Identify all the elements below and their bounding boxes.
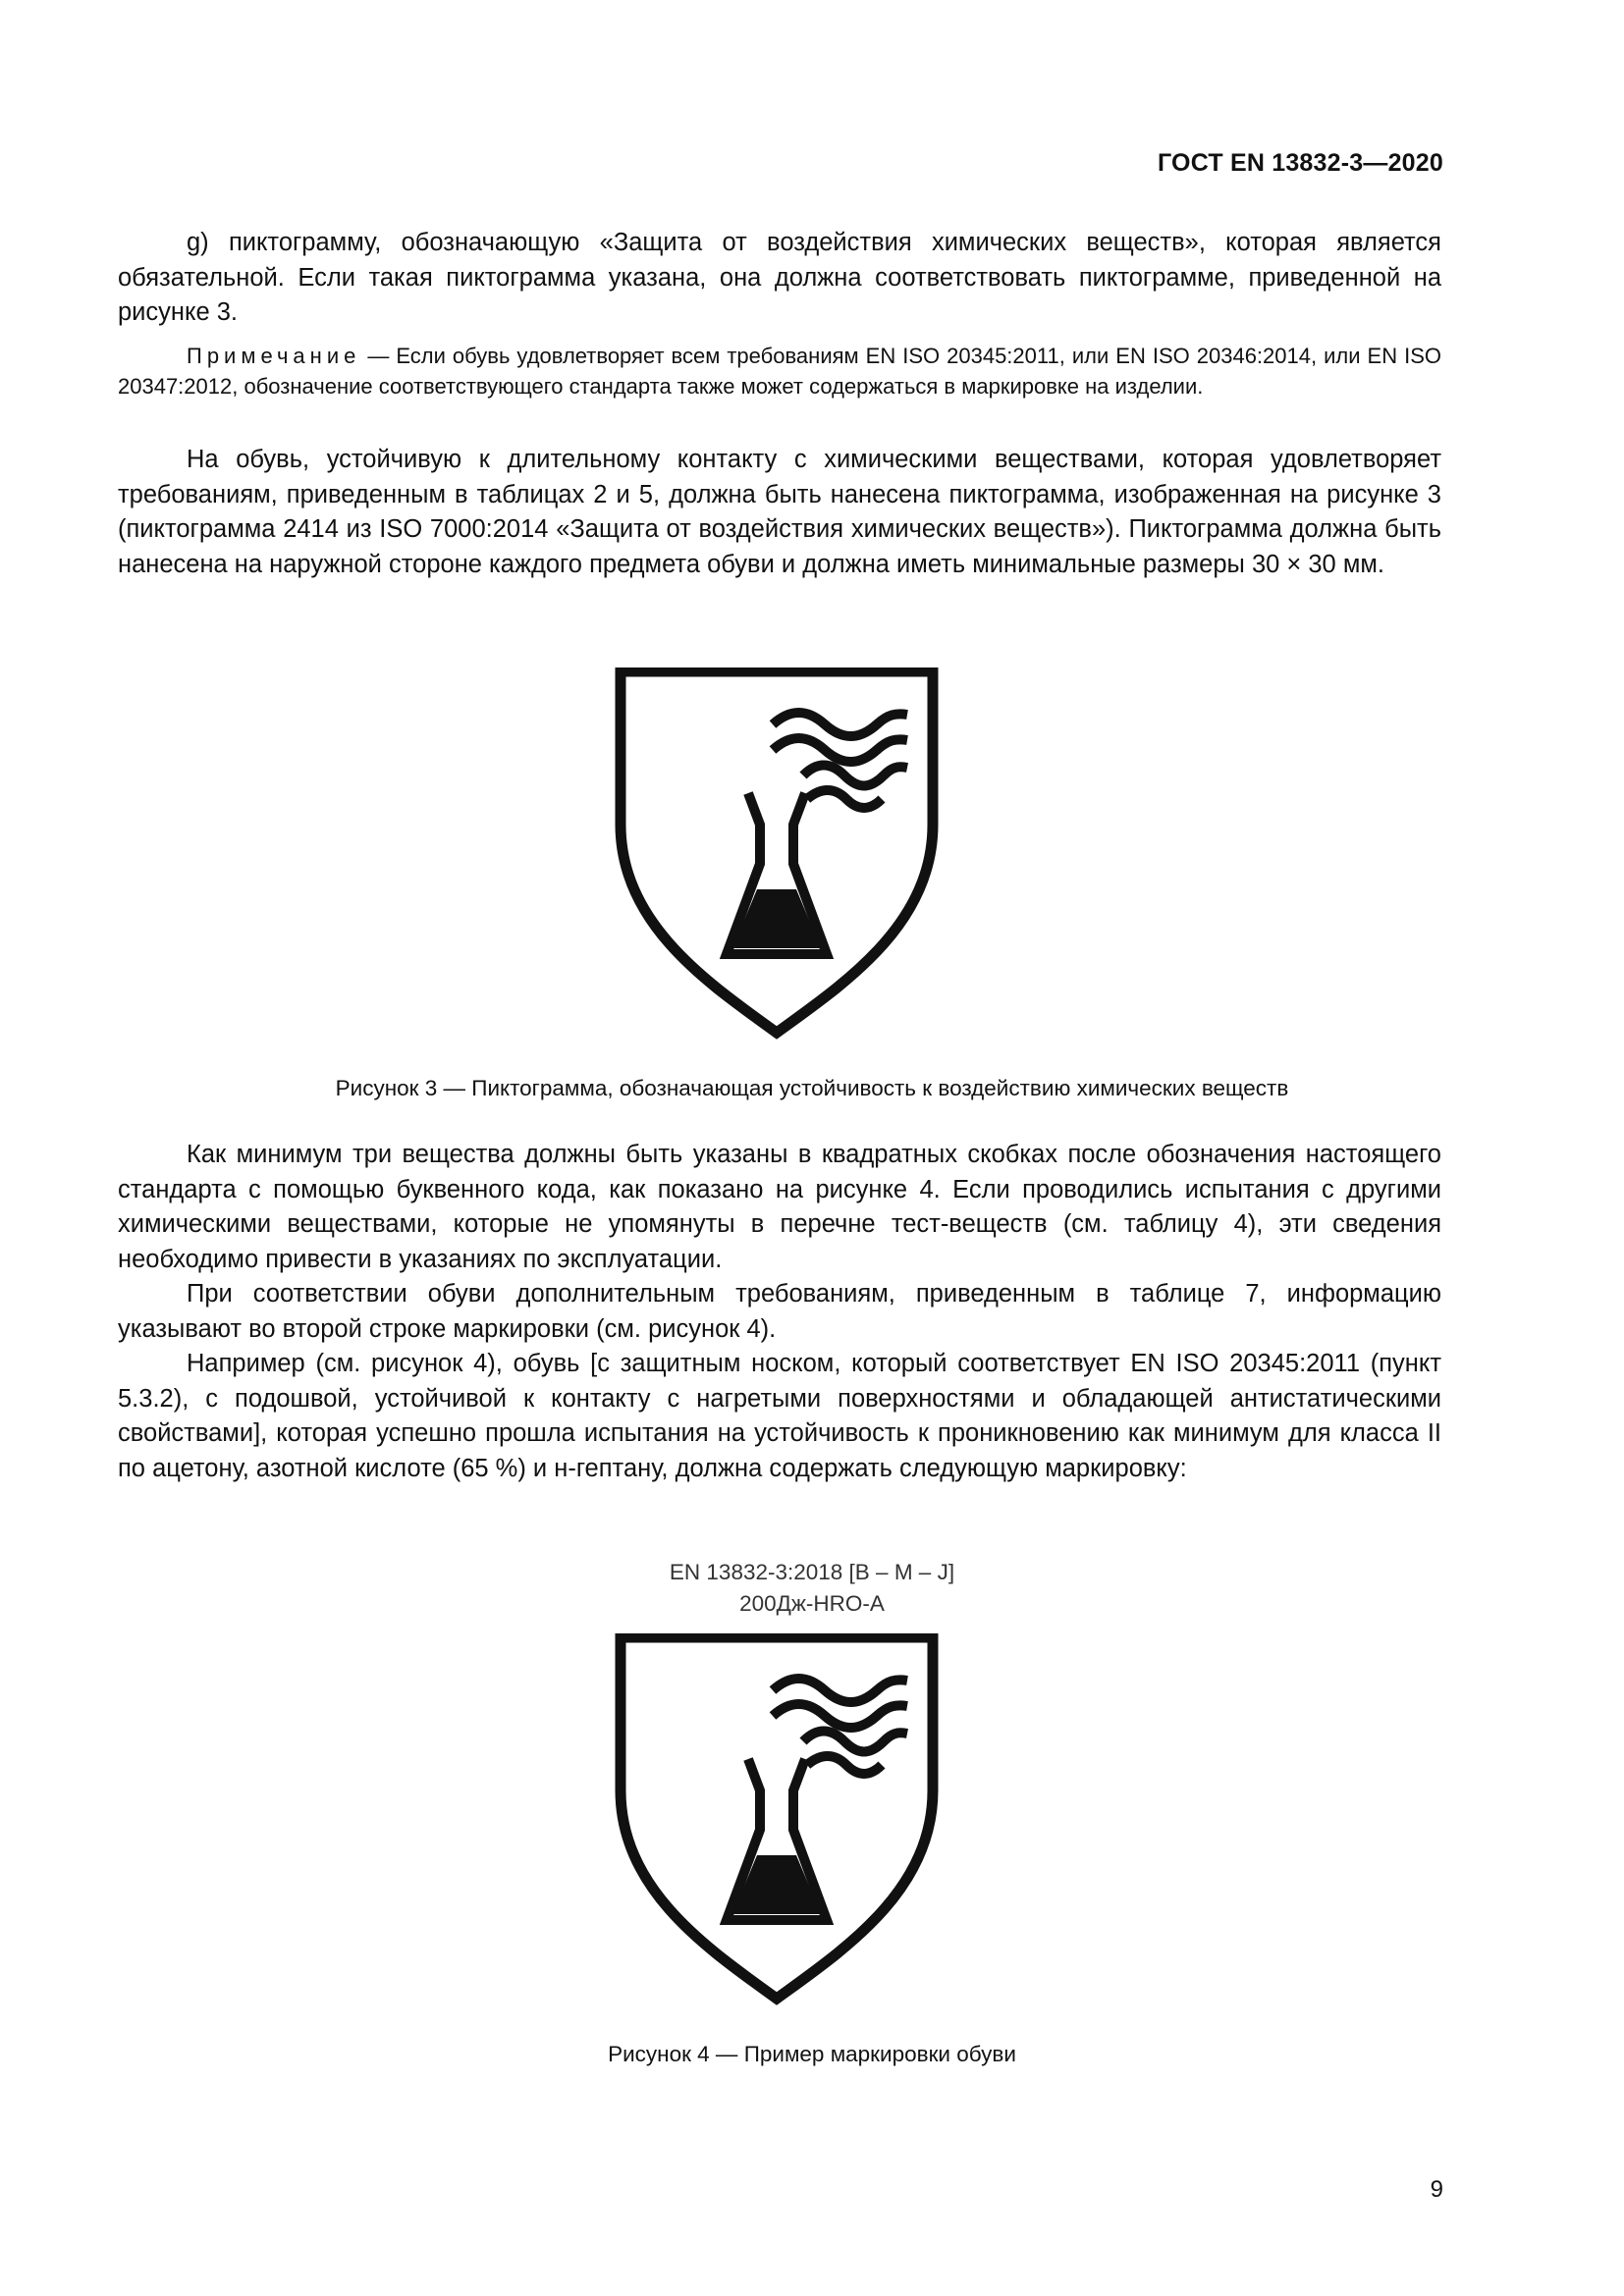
figure-3-caption: Рисунок 3 — Пиктограмма, обозначающая устойчивость к воздействию химических веществ xyxy=(335,1076,1289,1100)
note-label: Примечание xyxy=(187,344,361,368)
chemical-protection-pictogram xyxy=(0,667,1624,1041)
paragraph-pictogram xyxy=(118,443,1441,582)
marking-line-2: 200Дж-HRO-A xyxy=(739,1591,885,1616)
paragraph-example: Например (см. рисунок 4), обувь [с защитным носком, который соответствует EN ISO 20345:2011 (пункт 5.3.2), с подошвой, устойчивой к контакту с нагретыми поверхностями и обладающей антистатическими свойствами], которая успешно прошла испытания на устойчивость к проникновению как минимум для класса II по ацетону, азотной кислоте (65 %) и н-гептану, должна содержать следующую маркировку: xyxy=(118,1350,1441,1482)
paragraph-pictogram-text: На обувь, устойчивую к длительному контакту с химическими веществами, которая удовлетворяет требованиям, приведенным в таблицах 2 и 5, должна быть нанесена пиктограмма, изображенная на рисунке 3 (пиктограмма 2414 из ISO 7000:2014 «Защита от воздействия химических веществ»). Пиктограмма должна быть нанесена на наружной стороне каждого предмета обуви и должна иметь минимальные размеры 30 × 30 мм. xyxy=(118,446,1441,578)
figure-3 xyxy=(0,667,1624,1041)
item-g-text: g) пиктограмму, обозначающую «Защита от воздействия химических веществ», которая является обязательной. Если такая пиктограмма указана, она должна соответствовать пиктограмме, приведенной на рисунке 3. xyxy=(118,229,1441,326)
document-header: ГОСТ EN 13832-3—2020 xyxy=(1158,149,1443,177)
note-paragraph xyxy=(118,342,1441,401)
body-paragraphs xyxy=(118,1138,1441,1486)
marking-line-1: EN 13832-3:2018 [B – M – J] xyxy=(669,1560,955,1584)
list-item-g xyxy=(118,226,1441,331)
marking-pictogram xyxy=(0,1633,1624,2006)
paragraph-substances: Как минимум три вещества должны быть указаны в квадратных скобках после обозначения настоящего стандарта с помощью буквенного кода, как показано на рисунке 4. Если проводились испытания с другими химическими веществами, которые не упомянуты в перечне тест-веществ (см. таблицу 4), эти сведения необходимо привести в указаниях по эксплуатации. xyxy=(118,1141,1441,1273)
figure-4 xyxy=(0,1633,1624,2006)
paragraph-additional-requirements: При соответствии обуви дополнительным требованиям, приведенным в таблице 7, информацию указывают во второй строке маркировки (см. рисунок 4). xyxy=(118,1280,1441,1343)
note-text: — Если обувь удовлетворяет всем требованиям EN ISO 20345:2011, или EN ISO 20346:2014, или EN ISO 20347:2012, обозначение соответствующего стандарта также может содержаться в маркировке на изделии. xyxy=(118,344,1441,399)
page-number: 9 xyxy=(1430,2176,1443,2203)
marking-text xyxy=(0,1557,1624,1620)
note xyxy=(118,342,1441,401)
figure-4-caption: Рисунок 4 — Пример маркировки обуви xyxy=(608,2042,1016,2066)
